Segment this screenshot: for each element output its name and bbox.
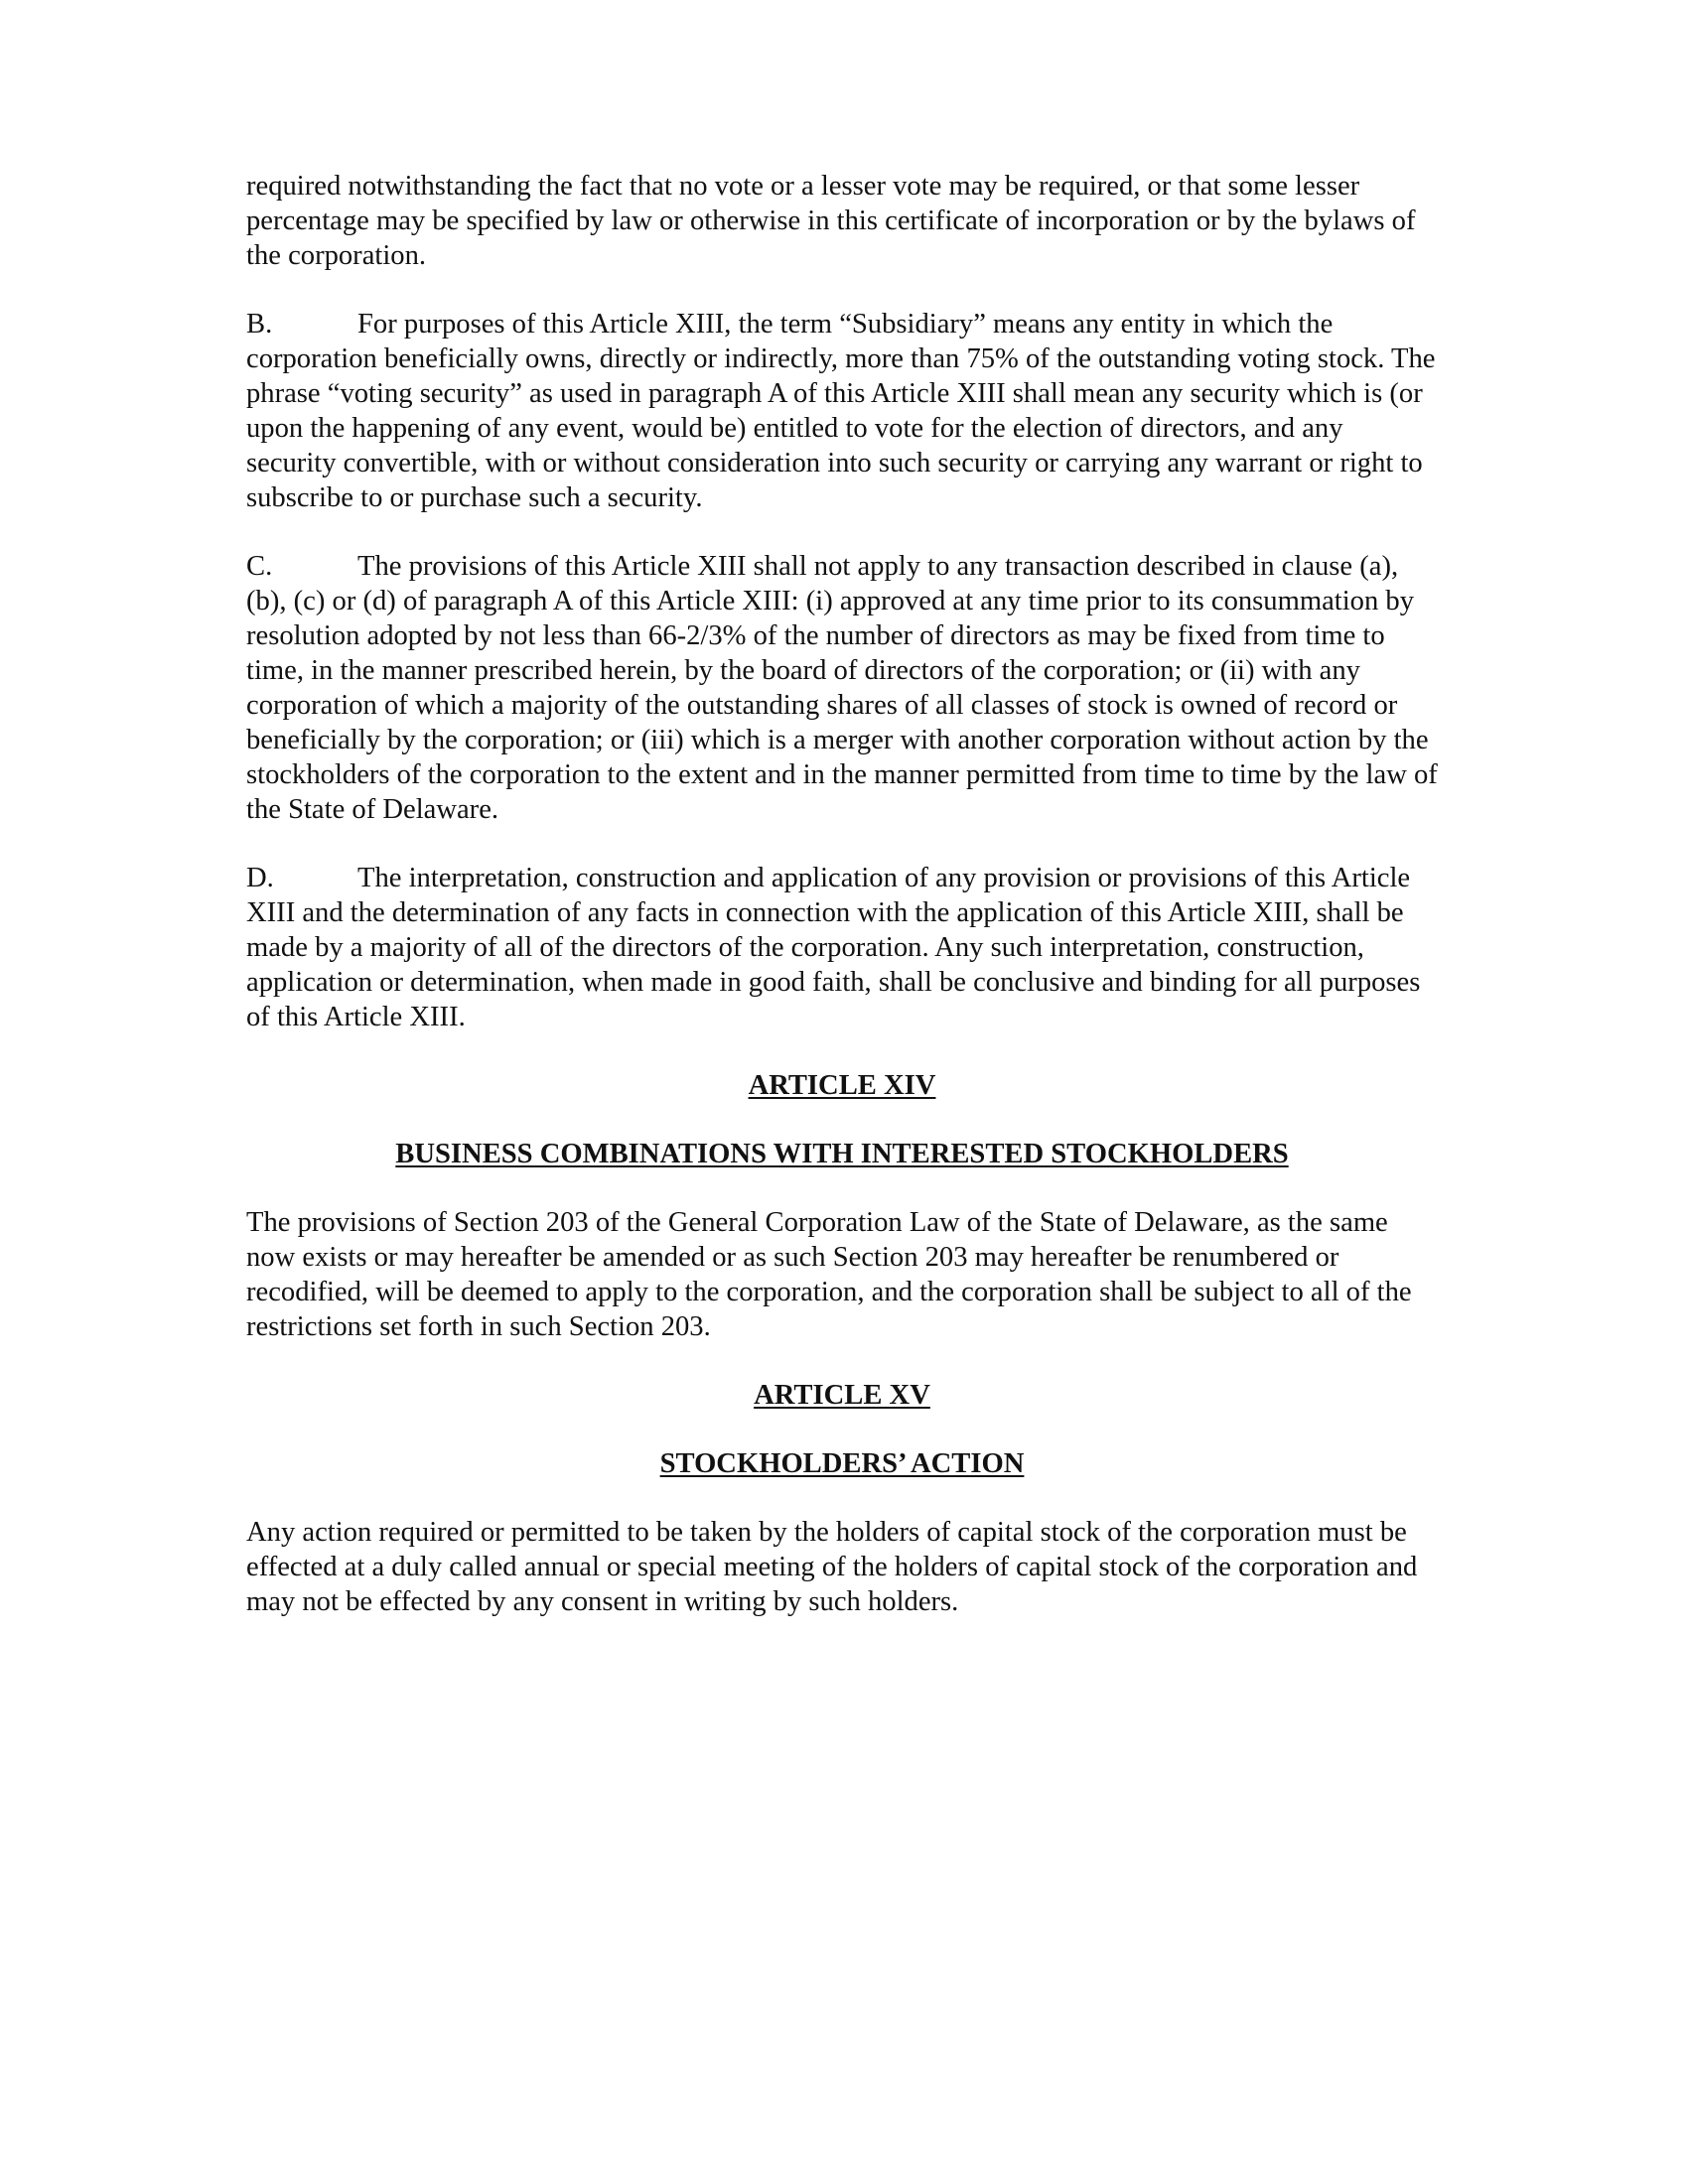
paragraph-c xyxy=(246,549,1438,827)
article-xv-text: Any action required or permitted to be taken by the holders of capital stock of the corporation must be effected at a duly called annual or special meeting of the holders of capital stock of the corporation and may not be effected by any consent in writing by such holders. xyxy=(246,1517,1418,1617)
paragraph-c-label: C. xyxy=(246,551,273,582)
paragraph-b-label: B. xyxy=(246,309,273,340)
article-xv-title: STOCKHOLDERS’ ACTION xyxy=(659,1448,1025,1479)
paragraph-d-label: D. xyxy=(246,863,274,893)
intro-paragraph: required notwithstanding the fact that no vote or a lesser vote may be required, or that some lesser percentage may be specified by law or otherwise in this certificate of incorporation or by the bylaws of the corporation. xyxy=(246,171,1416,271)
article-xiv-number: ARTICLE XIV xyxy=(748,1070,936,1101)
article-xiv-text: The provisions of Section 203 of the General Corporation Law of the State of Delaware, as the same now exists or may hereafter be amended or as such Section 203 may hereafter be renumbered or recodified, will be deemed to apply to the corporation, and the corporation shall be subject to all of the restrictions set forth in such Section 203. xyxy=(246,1207,1412,1342)
paragraph-b xyxy=(246,307,1438,515)
paragraph-c-text: The provisions of this Article XIII shall not apply to any transaction described in clause (a), (b), (c) or (d) of paragraph A of this Article XIII: (i) approved at any time prior to its consummation by resolution adopted by not less than 66-2/3% of the number of directors as may be fixed from time to time, in the manner prescribed herein, by the board of directors of the corporation; or (ii) with any corporation of which a majority of the outstanding shares of all classes of stock is owned of record or beneficially by the corporation; or (iii) which is a merger with another corporation without action by the stockholders of the corporation to the extent and in the manner permitted from time to time by the law of the State of Delaware. xyxy=(246,551,1438,825)
article-xv-number: ARTICLE XV xyxy=(754,1380,930,1411)
paragraph-d xyxy=(246,861,1438,1034)
document-page xyxy=(246,169,1438,1653)
article-xiv-title: BUSINESS COMBINATIONS WITH INTERESTED STOCKHOLDERS xyxy=(395,1139,1289,1169)
paragraph-b-text: For purposes of this Article XIII, the term “Subsidiary” means any entity in which the corporation beneficially owns, directly or indirectly, more than 75% of the outstanding voting stock. The phrase “voting security” as used in paragraph A of this Article XIII shall mean any security which is (or upon the happening of any event, would be) entitled to vote for the election of directors, and any security convertible, with or without consideration into such security or carrying any warrant or right to subscribe to or purchase such a security. xyxy=(246,309,1436,513)
paragraph-d-text: The interpretation, construction and application of any provision or provisions of this Article XIII and the determination of any facts in connection with the application of this Article XIII, shall be made by a majority of all of the directors of the corporation. Any such interpretation, construction, application or determination, when made in good faith, shall be conclusive and binding for all purposes of this Article XIII. xyxy=(246,863,1421,1032)
